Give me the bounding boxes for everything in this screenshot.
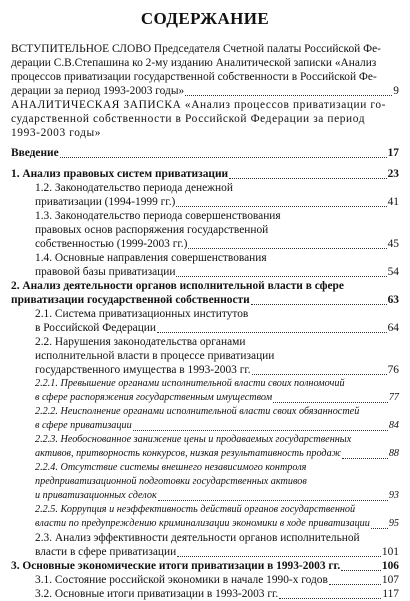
toc-line xyxy=(35,587,399,601)
page-number: 88 xyxy=(388,448,399,459)
toc-entry-text: Введение xyxy=(11,147,59,159)
dot-leader xyxy=(176,197,386,207)
toc-line xyxy=(11,167,399,181)
toc-line xyxy=(35,531,399,545)
toc-line xyxy=(11,84,399,98)
page-number: 41 xyxy=(387,196,399,208)
page-number: 77 xyxy=(388,392,399,403)
toc-line xyxy=(35,545,399,559)
toc-line xyxy=(35,181,399,195)
toc-line xyxy=(35,489,399,503)
toc-line xyxy=(35,573,399,587)
page-number: 45 xyxy=(387,238,399,250)
page-number: 93 xyxy=(388,490,399,501)
toc-entry-text: 1993-2003 годы» xyxy=(11,127,102,139)
page-title: СОДЕРЖАНИЕ xyxy=(140,9,270,28)
toc-entry-text: в сфере приватизации xyxy=(35,420,132,431)
dot-leader xyxy=(157,323,387,333)
toc-entry-text: 2.1. Система приватизационных институтов xyxy=(35,308,249,320)
toc-entry-text: 2.2.3. Необоснованное занижение цены и продаваемых государственных xyxy=(35,434,352,445)
dot-leader xyxy=(188,239,386,249)
dot-leader xyxy=(342,449,388,459)
toc-line xyxy=(35,335,399,349)
toc-line xyxy=(11,126,399,140)
toc-line xyxy=(35,391,399,405)
toc-line xyxy=(11,70,399,84)
page-number: 23 xyxy=(387,168,399,180)
toc-entry-text: правовой базы приватизации xyxy=(35,266,176,278)
toc-entry-text: в Российской Федерации xyxy=(35,322,157,334)
toc-entry-text: государственного имущества в 1993-2003 гг. xyxy=(35,364,251,376)
toc-entry-text: собственностью (1999-2003 гг.) xyxy=(35,238,188,250)
toc-line xyxy=(35,447,399,461)
toc-line xyxy=(35,419,399,433)
toc-entry-text: 2.2. Нарушения законодательства органами xyxy=(35,336,246,348)
page-number: 63 xyxy=(387,294,399,306)
dot-leader xyxy=(158,491,388,501)
dot-leader xyxy=(279,589,381,599)
toc-line xyxy=(11,98,399,112)
toc-line xyxy=(35,237,399,251)
toc-entry-text: 2.2.4. Отсутствие системы внешнего независимого контроля xyxy=(35,462,307,473)
toc-line xyxy=(35,503,399,517)
toc-entry-text: 2.2.1. Превышение органами исполнительной власти своих полномочий xyxy=(35,378,345,389)
toc-line xyxy=(11,112,399,126)
toc-entry-text: 1. Анализ правовых систем приватизации xyxy=(11,168,229,180)
toc-line xyxy=(11,279,399,293)
dot-leader xyxy=(371,519,388,529)
toc-line xyxy=(35,265,399,279)
toc-entry-text: сударственной собственности в Российской Федерации за период xyxy=(11,113,366,125)
toc-line xyxy=(11,42,399,56)
toc-line xyxy=(35,209,399,223)
toc-entry-text: и приватизационных сделок xyxy=(35,490,157,501)
dot-leader xyxy=(329,575,381,585)
toc-line xyxy=(11,293,399,307)
toc-entry-text: приватизации (1994-1999 гг.) xyxy=(35,196,176,208)
toc-entry-text: исполнительной власти в процессе приватизации xyxy=(35,350,275,362)
toc-entry-text: ВСТУПИТЕЛЬНОЕ СЛОВО Председателя Счетной палаты Российской Фе- xyxy=(11,43,381,55)
page-number: 64 xyxy=(387,322,399,334)
toc-entry-text: дерации за период 1993-2003 годы» xyxy=(11,85,185,97)
page-number: 84 xyxy=(388,420,399,431)
toc-line xyxy=(35,363,399,377)
toc-entry-text: приватизации государственной собственности xyxy=(11,294,250,306)
dot-leader xyxy=(341,561,381,571)
toc-line xyxy=(35,195,399,209)
toc-entry-text: в сфере распоряжения государственным имуществом xyxy=(35,392,273,403)
dot-leader xyxy=(60,148,387,158)
toc-entry-text: 2. Анализ деятельности органов исполнительной власти в сфере xyxy=(11,280,344,292)
page-number: 106 xyxy=(381,560,399,572)
toc-entry-text: 3.1. Состояние российской экономики в начале 1990-х годов xyxy=(35,574,328,586)
dot-leader xyxy=(252,365,387,375)
dot-leader xyxy=(133,421,388,431)
toc-entry-text: власти в сфере приватизации xyxy=(35,546,177,558)
page-number: 76 xyxy=(387,364,399,376)
toc-entry-text: 1.2. Законодательство периода денежной xyxy=(35,182,233,194)
toc-entry-text: 3. Основные экономические итоги приватизации в 1993-2003 гг. xyxy=(11,560,341,572)
toc-line xyxy=(35,461,399,475)
toc-entry-text: 1.3. Законодательство периода совершенствования xyxy=(35,210,281,222)
toc-entry-text: правовых основ распоряжения государственной xyxy=(35,224,269,236)
toc-entry-text: АНАЛИТИЧЕСКАЯ ЗАПИСКА «Анализ процессов приватизации го- xyxy=(11,99,387,111)
toc-line xyxy=(35,251,399,265)
toc-line xyxy=(35,405,399,419)
toc-entry-text: 1.4. Основные направления совершенствования xyxy=(35,252,267,264)
toc-line xyxy=(35,307,399,321)
toc-line xyxy=(35,475,399,489)
toc-line xyxy=(35,349,399,363)
dot-leader xyxy=(273,393,388,403)
toc-entry-text: процессов приватизации государственной собственности в Российской Фе- xyxy=(11,71,377,83)
toc-entry-text: 2.2.5. Коррупция и неэффективность действий органов государственной xyxy=(35,504,356,515)
toc-line xyxy=(11,559,399,573)
page-number: 117 xyxy=(382,588,399,600)
toc-line xyxy=(35,517,399,531)
toc-entry-text: 3.2. Основные итоги приватизации в 1993-2003 гг. xyxy=(35,588,279,600)
toc-line xyxy=(11,146,399,160)
toc-line xyxy=(11,56,399,70)
toc-line xyxy=(35,433,399,447)
toc-line xyxy=(35,321,399,335)
toc-entry-text: активов, притворность конкурсов, низкая результативность продаж xyxy=(35,448,342,459)
toc-entry-text: 2.3. Анализ эффективности деятельности органов исполнительной xyxy=(35,532,360,544)
dot-leader xyxy=(177,547,381,557)
page-number: 9 xyxy=(393,85,399,97)
page-number: 95 xyxy=(388,518,399,529)
page-number: 54 xyxy=(387,266,399,278)
toc-entry-text: предприватизационной подготовки государственных активов xyxy=(35,476,307,487)
dot-leader xyxy=(176,267,386,277)
toc-line xyxy=(35,223,399,237)
toc-entry-text: дерации С.В.Степашина ко 2-му изданию Аналитической записки «Анализ xyxy=(11,57,377,69)
toc-entry-text: 2.2.2. Неисполнение органами исполнительной власти своих обязанностей xyxy=(35,406,360,417)
toc-entry-text: власти по предупреждению криминализации экономики в ходе приватизации xyxy=(35,518,370,529)
page-number: 107 xyxy=(381,574,399,586)
page-number: 17 xyxy=(387,147,399,159)
dot-leader xyxy=(229,169,387,179)
dot-leader xyxy=(185,86,392,96)
dot-leader xyxy=(251,295,387,305)
page-number: 101 xyxy=(381,546,399,558)
toc-line xyxy=(35,377,399,391)
